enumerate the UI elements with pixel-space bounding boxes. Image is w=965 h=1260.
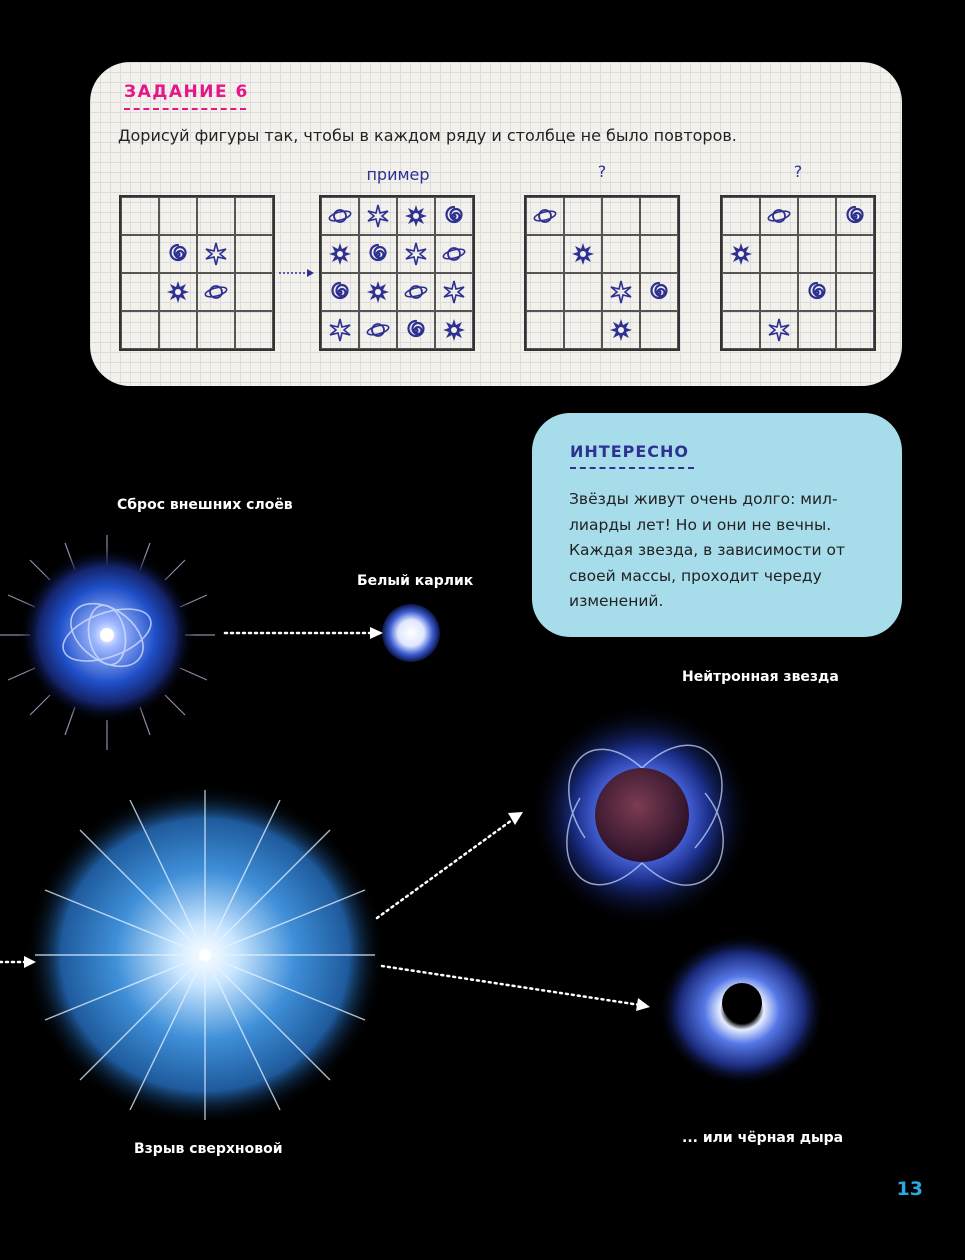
- info-line-2: лиарды лет! Но и они не вечны.: [569, 515, 832, 534]
- question-label-1: ?: [597, 162, 607, 181]
- task-title: ЗАДАНИЕ 6: [124, 82, 249, 102]
- caption-neutron-star: Нейтронная звезда: [682, 669, 839, 685]
- info-title: ИНТЕРЕСНО: [570, 442, 690, 461]
- page-number: 13: [896, 1178, 923, 1200]
- caption-white-dwarf: Белый карлик: [357, 573, 474, 589]
- info-line-3: Каждая звезда, в зависимости от: [569, 541, 846, 559]
- info-line-1: Звёзды живут очень долго: мил-: [569, 490, 838, 508]
- example-label: пример: [366, 165, 430, 184]
- info-line-5: изменений.: [569, 592, 664, 610]
- caption-black-hole: ... или чёрная дыра: [682, 1130, 844, 1146]
- info-line-4: своей массы, проходит череду: [569, 566, 822, 585]
- question-label-2: ?: [793, 162, 803, 181]
- caption-shedding: Сброс внешних слоёв: [117, 497, 293, 513]
- task-instruction: Дорисуй фигуры так, чтобы в каждом ряду и столбце не было повторов.: [118, 126, 737, 145]
- caption-supernova: Взрыв сверхновой: [134, 1141, 283, 1157]
